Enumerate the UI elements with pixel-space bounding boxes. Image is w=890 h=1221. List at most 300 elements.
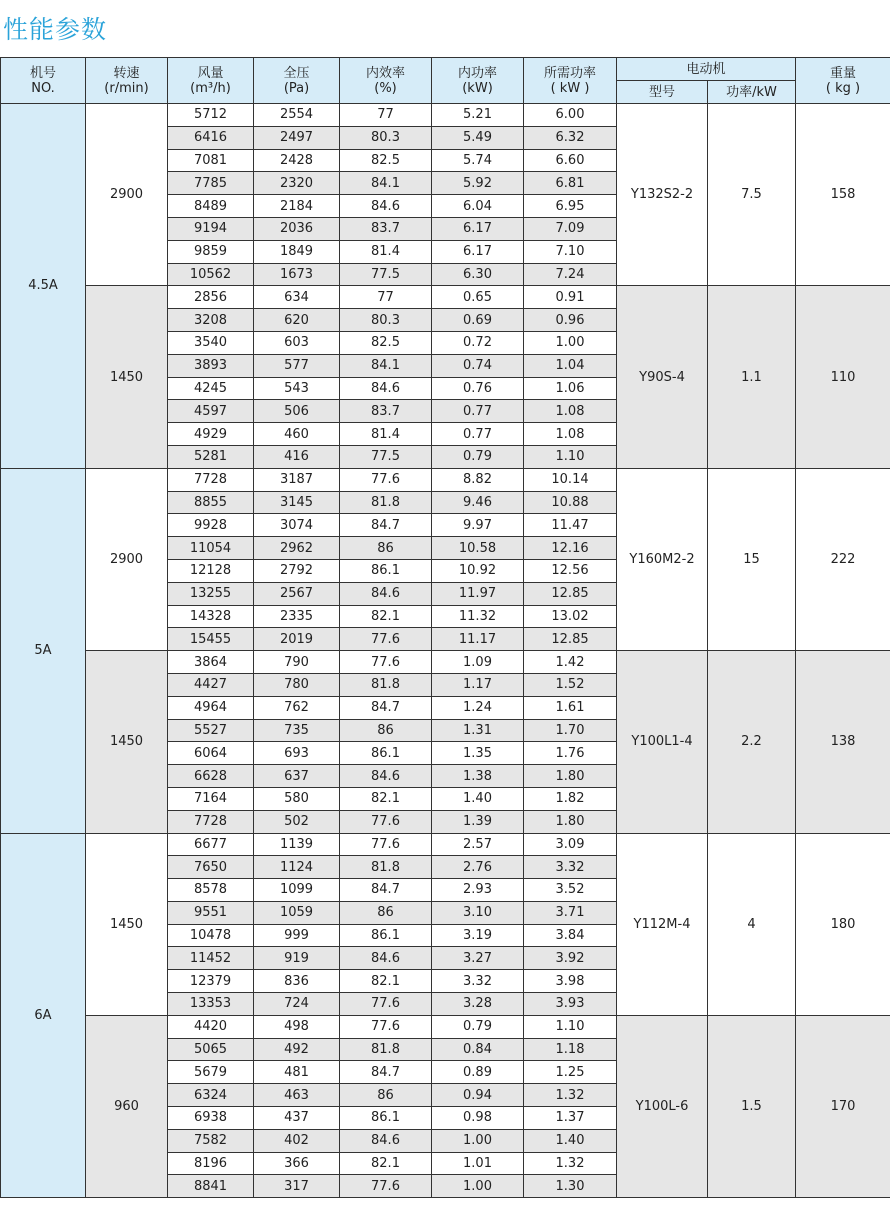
cell-inner-power: 0.77 [432, 400, 524, 423]
cell-efficiency: 84.6 [340, 377, 432, 400]
cell-required-power: 3.71 [524, 901, 617, 924]
cell-required-power: 12.16 [524, 537, 617, 560]
cell-motor-type: Y90S-4 [617, 286, 708, 468]
cell-weight: 170 [796, 1015, 890, 1197]
cell-inner-power: 0.77 [432, 423, 524, 446]
cell-required-power: 10.88 [524, 491, 617, 514]
cell-required-power: 3.32 [524, 856, 617, 879]
cell-pressure: 634 [254, 286, 340, 309]
cell-flow: 6416 [168, 126, 254, 149]
cell-efficiency: 82.1 [340, 1152, 432, 1175]
cell-pressure: 2320 [254, 172, 340, 195]
header-flow-label: 风量 [197, 65, 224, 81]
cell-motor-type: Y112M-4 [617, 833, 708, 1015]
cell-inner-power: 0.89 [432, 1061, 524, 1084]
cell-inner-power: 5.49 [432, 126, 524, 149]
cell-required-power: 1.10 [524, 445, 617, 468]
cell-efficiency: 81.8 [340, 491, 432, 514]
header-speed [86, 58, 168, 104]
header-flow-unit: (m³/h) [190, 80, 231, 96]
cell-required-power: 1.08 [524, 423, 617, 446]
cell-inner-power: 1.09 [432, 651, 524, 674]
cell-flow: 10562 [168, 263, 254, 286]
cell-pressure: 437 [254, 1107, 340, 1130]
cell-efficiency: 77.6 [340, 1175, 432, 1198]
performance-table [0, 57, 890, 1198]
cell-efficiency: 84.6 [340, 947, 432, 970]
cell-inner-power: 6.30 [432, 263, 524, 286]
cell-inner-power: 3.19 [432, 924, 524, 947]
cell-required-power: 10.14 [524, 468, 617, 491]
cell-required-power: 1.08 [524, 400, 617, 423]
cell-inner-power: 1.40 [432, 787, 524, 810]
header-pressure-unit: (Pa) [283, 80, 310, 96]
cell-efficiency: 86.1 [340, 924, 432, 947]
cell-inner-power: 3.28 [432, 993, 524, 1016]
cell-required-power: 1.37 [524, 1107, 617, 1130]
cell-efficiency: 84.1 [340, 354, 432, 377]
cell-pressure: 460 [254, 423, 340, 446]
header-required-power-unit: ( kW ) [550, 80, 590, 96]
cell-weight: 138 [796, 651, 890, 833]
cell-pressure: 620 [254, 309, 340, 332]
header-speed-label: 转速 [113, 65, 140, 81]
cell-motor-power: 2.2 [708, 651, 796, 833]
cell-pressure: 402 [254, 1129, 340, 1152]
cell-efficiency: 77.5 [340, 445, 432, 468]
cell-required-power: 6.95 [524, 195, 617, 218]
cell-required-power: 12.85 [524, 628, 617, 651]
cell-model: 4.5A [1, 104, 86, 469]
header-required-power-label: 所需功率 [543, 65, 596, 81]
cell-required-power: 7.10 [524, 240, 617, 263]
cell-efficiency: 84.7 [340, 514, 432, 537]
cell-efficiency: 82.5 [340, 149, 432, 172]
table-row [1, 651, 890, 674]
cell-pressure: 577 [254, 354, 340, 377]
cell-flow: 6677 [168, 833, 254, 856]
cell-pressure: 2335 [254, 605, 340, 628]
cell-required-power: 7.24 [524, 263, 617, 286]
cell-inner-power: 1.17 [432, 673, 524, 696]
cell-flow: 4964 [168, 696, 254, 719]
cell-speed: 1450 [86, 833, 168, 1015]
cell-flow: 9928 [168, 514, 254, 537]
header-efficiency-unit: (%) [374, 80, 397, 96]
cell-inner-power: 8.82 [432, 468, 524, 491]
cell-required-power: 1.40 [524, 1129, 617, 1152]
cell-required-power: 1.42 [524, 651, 617, 674]
cell-efficiency: 86.1 [340, 742, 432, 765]
cell-inner-power: 0.94 [432, 1084, 524, 1107]
cell-flow: 7785 [168, 172, 254, 195]
cell-flow: 10478 [168, 924, 254, 947]
cell-required-power: 6.81 [524, 172, 617, 195]
cell-flow: 4597 [168, 400, 254, 423]
cell-inner-power: 0.76 [432, 377, 524, 400]
cell-flow: 11452 [168, 947, 254, 970]
cell-required-power: 3.93 [524, 993, 617, 1016]
cell-pressure: 1139 [254, 833, 340, 856]
cell-pressure: 780 [254, 673, 340, 696]
cell-flow: 5281 [168, 445, 254, 468]
cell-flow: 15455 [168, 628, 254, 651]
cell-efficiency: 77.6 [340, 1015, 432, 1038]
cell-pressure: 2036 [254, 217, 340, 240]
cell-flow: 8578 [168, 879, 254, 902]
cell-pressure: 762 [254, 696, 340, 719]
cell-efficiency: 86 [340, 537, 432, 560]
cell-flow: 13353 [168, 993, 254, 1016]
cell-inner-power: 1.38 [432, 765, 524, 788]
header-pressure [254, 58, 340, 104]
cell-flow: 6628 [168, 765, 254, 788]
cell-inner-power: 0.84 [432, 1038, 524, 1061]
cell-flow: 8196 [168, 1152, 254, 1175]
cell-pressure: 416 [254, 445, 340, 468]
cell-flow: 4929 [168, 423, 254, 446]
cell-inner-power: 6.17 [432, 217, 524, 240]
cell-efficiency: 86.1 [340, 1107, 432, 1130]
cell-speed: 960 [86, 1015, 168, 1197]
cell-required-power: 3.84 [524, 924, 617, 947]
cell-weight: 158 [796, 104, 890, 286]
cell-flow: 4427 [168, 673, 254, 696]
cell-inner-power: 3.32 [432, 970, 524, 993]
cell-flow: 3208 [168, 309, 254, 332]
cell-inner-power: 10.92 [432, 559, 524, 582]
header-weight-label: 重量 [830, 65, 857, 81]
cell-model: 5A [1, 468, 86, 833]
cell-required-power: 1.00 [524, 331, 617, 354]
cell-pressure: 1059 [254, 901, 340, 924]
cell-required-power: 1.32 [524, 1152, 617, 1175]
cell-efficiency: 77.6 [340, 993, 432, 1016]
cell-efficiency: 82.1 [340, 970, 432, 993]
cell-pressure: 637 [254, 765, 340, 788]
cell-flow: 7164 [168, 787, 254, 810]
cell-weight: 110 [796, 286, 890, 468]
cell-required-power: 1.30 [524, 1175, 617, 1198]
header-model [1, 58, 86, 104]
cell-inner-power: 10.58 [432, 537, 524, 560]
cell-inner-power: 2.57 [432, 833, 524, 856]
cell-inner-power: 0.79 [432, 1015, 524, 1038]
header-efficiency [340, 58, 432, 104]
cell-efficiency: 82.1 [340, 605, 432, 628]
cell-flow: 7728 [168, 468, 254, 491]
cell-required-power: 6.60 [524, 149, 617, 172]
cell-pressure: 3074 [254, 514, 340, 537]
cell-pressure: 2554 [254, 104, 340, 127]
cell-pressure: 1673 [254, 263, 340, 286]
cell-motor-power: 7.5 [708, 104, 796, 286]
cell-efficiency: 83.7 [340, 217, 432, 240]
header-model-unit: NO. [31, 80, 55, 96]
cell-pressure: 2567 [254, 582, 340, 605]
cell-required-power: 0.91 [524, 286, 617, 309]
table-row [1, 468, 890, 491]
cell-required-power: 11.47 [524, 514, 617, 537]
cell-efficiency: 84.6 [340, 765, 432, 788]
cell-flow: 3864 [168, 651, 254, 674]
table-row [1, 1015, 890, 1038]
cell-efficiency: 84.1 [340, 172, 432, 195]
cell-flow: 3540 [168, 331, 254, 354]
cell-pressure: 502 [254, 810, 340, 833]
cell-speed: 1450 [86, 286, 168, 468]
cell-inner-power: 6.17 [432, 240, 524, 263]
cell-inner-power: 0.74 [432, 354, 524, 377]
cell-inner-power: 1.00 [432, 1175, 524, 1198]
header-weight [796, 58, 890, 104]
cell-required-power: 1.04 [524, 354, 617, 377]
header-motor-power: 功率/kW [708, 81, 796, 104]
cell-required-power: 6.00 [524, 104, 617, 127]
header-required-power [524, 58, 617, 104]
cell-pressure: 3145 [254, 491, 340, 514]
cell-efficiency: 82.5 [340, 331, 432, 354]
cell-inner-power: 1.01 [432, 1152, 524, 1175]
cell-pressure: 2962 [254, 537, 340, 560]
cell-required-power: 3.98 [524, 970, 617, 993]
cell-pressure: 2792 [254, 559, 340, 582]
table-header [1, 58, 890, 104]
cell-pressure: 2497 [254, 126, 340, 149]
header-inner-power [432, 58, 524, 104]
cell-required-power: 0.96 [524, 309, 617, 332]
header-motor: 电动机 [617, 58, 796, 81]
cell-pressure: 2019 [254, 628, 340, 651]
cell-flow: 8855 [168, 491, 254, 514]
cell-pressure: 506 [254, 400, 340, 423]
cell-pressure: 603 [254, 331, 340, 354]
cell-efficiency: 86.1 [340, 559, 432, 582]
cell-efficiency: 84.6 [340, 1129, 432, 1152]
cell-required-power: 1.76 [524, 742, 617, 765]
cell-required-power: 12.85 [524, 582, 617, 605]
cell-pressure: 1099 [254, 879, 340, 902]
cell-speed: 1450 [86, 651, 168, 833]
cell-flow: 4420 [168, 1015, 254, 1038]
cell-inner-power: 0.72 [432, 331, 524, 354]
cell-efficiency: 80.3 [340, 126, 432, 149]
cell-efficiency: 84.6 [340, 582, 432, 605]
cell-efficiency: 77 [340, 104, 432, 127]
cell-flow: 7728 [168, 810, 254, 833]
cell-efficiency: 84.6 [340, 195, 432, 218]
header-model-label: 机号 [29, 65, 56, 81]
cell-pressure: 724 [254, 993, 340, 1016]
cell-flow: 7582 [168, 1129, 254, 1152]
cell-inner-power: 5.74 [432, 149, 524, 172]
cell-flow: 5679 [168, 1061, 254, 1084]
cell-pressure: 317 [254, 1175, 340, 1198]
cell-efficiency: 81.8 [340, 673, 432, 696]
cell-efficiency: 80.3 [340, 309, 432, 332]
cell-inner-power: 6.04 [432, 195, 524, 218]
cell-inner-power: 0.69 [432, 309, 524, 332]
cell-model: 6A [1, 833, 86, 1198]
cell-efficiency: 83.7 [340, 400, 432, 423]
cell-flow: 6324 [168, 1084, 254, 1107]
cell-required-power: 1.52 [524, 673, 617, 696]
cell-flow: 8841 [168, 1175, 254, 1198]
cell-inner-power: 1.00 [432, 1129, 524, 1152]
cell-required-power: 1.61 [524, 696, 617, 719]
cell-required-power: 3.52 [524, 879, 617, 902]
cell-required-power: 1.10 [524, 1015, 617, 1038]
header-weight-unit: ( kg ) [825, 80, 861, 96]
cell-weight: 180 [796, 833, 890, 1015]
cell-weight: 222 [796, 468, 890, 650]
cell-motor-type: Y100L-6 [617, 1015, 708, 1197]
cell-pressure: 2428 [254, 149, 340, 172]
cell-motor-type: Y160M2-2 [617, 468, 708, 650]
cell-inner-power: 0.79 [432, 445, 524, 468]
cell-efficiency: 81.8 [340, 856, 432, 879]
cell-efficiency: 84.7 [340, 1061, 432, 1084]
cell-pressure: 836 [254, 970, 340, 993]
table-body [1, 104, 890, 1198]
cell-motor-power: 1.5 [708, 1015, 796, 1197]
cell-flow: 8489 [168, 195, 254, 218]
cell-inner-power: 1.35 [432, 742, 524, 765]
cell-inner-power: 0.98 [432, 1107, 524, 1130]
cell-efficiency: 77.6 [340, 651, 432, 674]
header-flow [168, 58, 254, 104]
cell-flow: 7081 [168, 149, 254, 172]
cell-pressure: 498 [254, 1015, 340, 1038]
cell-inner-power: 2.76 [432, 856, 524, 879]
header-efficiency-label: 内效率 [365, 65, 405, 81]
cell-required-power: 3.92 [524, 947, 617, 970]
cell-efficiency: 81.4 [340, 423, 432, 446]
cell-flow: 4245 [168, 377, 254, 400]
cell-pressure: 919 [254, 947, 340, 970]
cell-pressure: 580 [254, 787, 340, 810]
cell-inner-power: 3.27 [432, 947, 524, 970]
cell-flow: 2856 [168, 286, 254, 309]
cell-required-power: 1.18 [524, 1038, 617, 1061]
cell-efficiency: 77.6 [340, 468, 432, 491]
cell-flow: 9859 [168, 240, 254, 263]
cell-pressure: 693 [254, 742, 340, 765]
cell-flow: 6064 [168, 742, 254, 765]
cell-inner-power: 1.31 [432, 719, 524, 742]
cell-motor-power: 1.1 [708, 286, 796, 468]
cell-required-power: 12.56 [524, 559, 617, 582]
cell-efficiency: 77.5 [340, 263, 432, 286]
table-row [1, 104, 890, 127]
cell-flow: 12128 [168, 559, 254, 582]
cell-efficiency: 77 [340, 286, 432, 309]
cell-inner-power: 9.97 [432, 514, 524, 537]
cell-inner-power: 11.17 [432, 628, 524, 651]
header-speed-unit: (r/min) [104, 80, 149, 96]
cell-flow: 14328 [168, 605, 254, 628]
cell-flow: 3893 [168, 354, 254, 377]
cell-flow: 11054 [168, 537, 254, 560]
cell-efficiency: 86 [340, 901, 432, 924]
cell-efficiency: 81.8 [340, 1038, 432, 1061]
cell-inner-power: 11.97 [432, 582, 524, 605]
cell-required-power: 13.02 [524, 605, 617, 628]
cell-required-power: 1.80 [524, 810, 617, 833]
cell-motor-power: 4 [708, 833, 796, 1015]
cell-pressure: 543 [254, 377, 340, 400]
cell-inner-power: 1.39 [432, 810, 524, 833]
cell-motor-type: Y100L1-4 [617, 651, 708, 833]
cell-flow: 7650 [168, 856, 254, 879]
cell-speed: 2900 [86, 468, 168, 650]
cell-pressure: 463 [254, 1084, 340, 1107]
cell-efficiency: 77.6 [340, 628, 432, 651]
cell-pressure: 1124 [254, 856, 340, 879]
cell-efficiency: 77.6 [340, 810, 432, 833]
cell-required-power: 1.80 [524, 765, 617, 788]
table-row [1, 833, 890, 856]
cell-efficiency: 86 [340, 1084, 432, 1107]
cell-efficiency: 81.4 [340, 240, 432, 263]
cell-speed: 2900 [86, 104, 168, 286]
cell-inner-power: 0.65 [432, 286, 524, 309]
cell-required-power: 1.32 [524, 1084, 617, 1107]
cell-efficiency: 86 [340, 719, 432, 742]
cell-efficiency: 77.6 [340, 833, 432, 856]
cell-required-power: 7.09 [524, 217, 617, 240]
header-inner-power-label: 内功率 [457, 65, 497, 81]
cell-pressure: 2184 [254, 195, 340, 218]
cell-pressure: 1849 [254, 240, 340, 263]
cell-pressure: 481 [254, 1061, 340, 1084]
cell-required-power: 3.09 [524, 833, 617, 856]
header-motor-type: 型号 [617, 81, 708, 104]
cell-required-power: 1.06 [524, 377, 617, 400]
cell-inner-power: 2.93 [432, 879, 524, 902]
cell-flow: 6938 [168, 1107, 254, 1130]
cell-pressure: 366 [254, 1152, 340, 1175]
cell-flow: 5527 [168, 719, 254, 742]
cell-pressure: 3187 [254, 468, 340, 491]
cell-inner-power: 9.46 [432, 491, 524, 514]
cell-efficiency: 84.7 [340, 696, 432, 719]
table-row [1, 286, 890, 309]
cell-required-power: 1.70 [524, 719, 617, 742]
cell-inner-power: 1.24 [432, 696, 524, 719]
cell-flow: 5065 [168, 1038, 254, 1061]
cell-efficiency: 84.7 [340, 879, 432, 902]
cell-inner-power: 3.10 [432, 901, 524, 924]
cell-flow: 5712 [168, 104, 254, 127]
cell-required-power: 1.25 [524, 1061, 617, 1084]
cell-pressure: 492 [254, 1038, 340, 1061]
page-title: 性能参数 [3, 15, 108, 44]
cell-inner-power: 5.21 [432, 104, 524, 127]
cell-required-power: 6.32 [524, 126, 617, 149]
cell-flow: 13255 [168, 582, 254, 605]
header-inner-power-unit: (kW) [462, 80, 493, 96]
cell-efficiency: 82.1 [340, 787, 432, 810]
cell-pressure: 790 [254, 651, 340, 674]
cell-pressure: 999 [254, 924, 340, 947]
cell-flow: 9551 [168, 901, 254, 924]
cell-flow: 9194 [168, 217, 254, 240]
cell-inner-power: 5.92 [432, 172, 524, 195]
cell-inner-power: 11.32 [432, 605, 524, 628]
cell-motor-power: 15 [708, 468, 796, 650]
cell-pressure: 735 [254, 719, 340, 742]
